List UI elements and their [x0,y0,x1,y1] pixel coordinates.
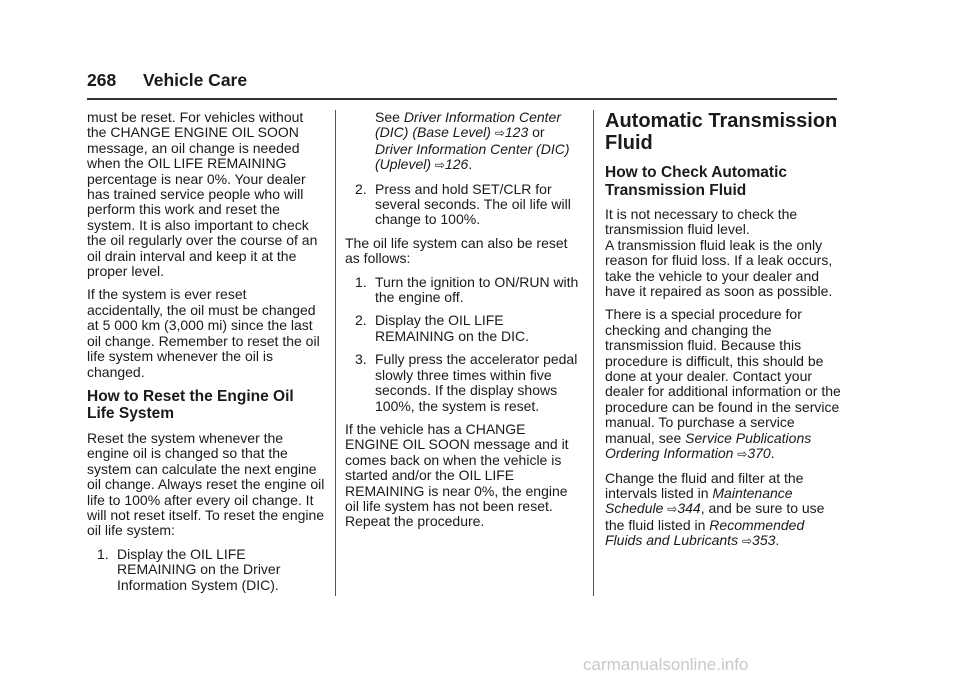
step-text: Press and hold SET/CLR for several seconds. The oil life will change to 100%. [375,180,571,228]
paragraph: If the system is ever reset accidentally, the oil must be changed at 5 000 km (3,000 mi) since the last oil change. Remember to reset the oil life system whenever the oil is changed. [87,286,320,380]
page-number: 268 [87,70,117,90]
paragraph: Reset the system whenever the engine oil is changed so that the system can calculate the next engine oil change. Always reset the engine oil life to 100% after every oil change. It will not reset itself. To reset the engine oil life system: [87,429,325,539]
step-text: Fully press the accelerator pedal slowly three times within five seconds. If the display shows 100%, the system is reset. [375,351,578,414]
paragraph-text: , and be sure to use the fluid listed in [605,500,825,533]
xref-arrow-icon: ⇨ [741,534,753,549]
period: . [770,445,775,462]
paragraph: A transmission fluid leak is the only reason for fluid loss. If a leak occurs, take the vehicle to your dealer and have it repaired as soon as possible. [605,236,833,300]
or-label: or [532,124,545,141]
column-2 [345,110,583,538]
paragraph: It is not necessary to check the transmission fluid level. [605,206,798,238]
column-divider-2 [593,110,594,596]
step-text: Display the OIL LIFE REMAINING on the DIC. [375,312,530,344]
column-divider-1 [335,110,336,596]
period: . [468,156,473,173]
watermark: carmanualsonline.info [583,655,749,674]
step-number: 1. [97,545,109,562]
xref-link[interactable]: Driver Information Center (DIC) (Base Level) [375,109,561,141]
page-ref[interactable]: 353 [752,532,776,549]
step-text: Turn the ignition to ON/RUN with the engine off. [375,273,579,306]
list-item [97,547,325,593]
section-heading: How to Check Automatic Transmission Fluid [605,164,787,199]
step-number: 2. [355,180,367,197]
step-number: 1. [355,273,367,290]
paragraph: must be reset. For vehicles without the CHANGE ENGINE OIL SOON message, an oil change is needed when the OIL LIFE REMAINING percentage is near 0%. Your dealer has trained service people who will perform this work and reset the system. It is also important to check the oil regularly over the course of an oil drain interval and keep it at the proper level. [87,109,318,280]
step-text: Display the OIL LIFE REMAINING on the Driver Information System (DIC). [117,545,281,593]
column-3 [605,110,845,558]
column-1 [87,110,325,601]
paragraph-text: There is a special procedure for checking and changing the transmission fluid. Because this procedure is difficult, this should be done at your dealer. Contact your dealer for additional information or the procedure can be found in the service manual. To purchase a service manual, see [605,306,841,446]
page-ref[interactable]: 126 [444,156,469,173]
xref-link[interactable]: Driver Information Center (DIC) (Uplevel) [375,140,570,173]
page-header [87,70,247,91]
section-title: Vehicle Care [143,70,248,90]
list-item [355,182,583,228]
list-item [355,313,583,344]
period: . [775,532,780,549]
step-number: 2. [355,312,367,329]
page-title: Automatic Transmission Fluid [605,110,838,154]
xref-arrow-icon: ⇨ [667,502,678,517]
xref-arrow-icon: ⇨ [494,126,505,141]
list-item [355,352,583,414]
xref-link[interactable]: Recommended Fluids and Lubricants [605,516,805,549]
header-rule [87,98,837,100]
list-item [355,275,583,306]
paragraph-text: Change the fluid and filter at the intervals listed in [605,469,804,501]
xref-link[interactable]: Maintenance Schedule [605,484,793,517]
xref-arrow-icon: ⇨ [434,158,445,173]
page-ref[interactable]: 344 [677,500,701,517]
page-ref[interactable]: 123 [504,124,529,141]
paragraph [605,307,845,462]
paragraph: If the vehicle has a CHANGE ENGINE OIL SOON message and it comes back on when the vehicle is started and/or the OIL LIFE REMAINING is near 0%, the engine oil life system has not been reset. Repeat the procedure. [345,420,569,530]
cross-reference-paragraph [375,110,583,174]
step-number: 3. [355,351,367,368]
paragraph: The oil life system can also be reset as follows: [345,234,568,267]
section-heading: How to Reset the Engine Oil Life System [87,387,294,423]
see-label: See [375,109,400,125]
xref-arrow-icon: ⇨ [737,447,748,462]
page-ref[interactable]: 370 [747,445,771,462]
xref-link[interactable]: Service Publications Ordering Information [605,429,812,462]
paragraph [605,471,845,550]
